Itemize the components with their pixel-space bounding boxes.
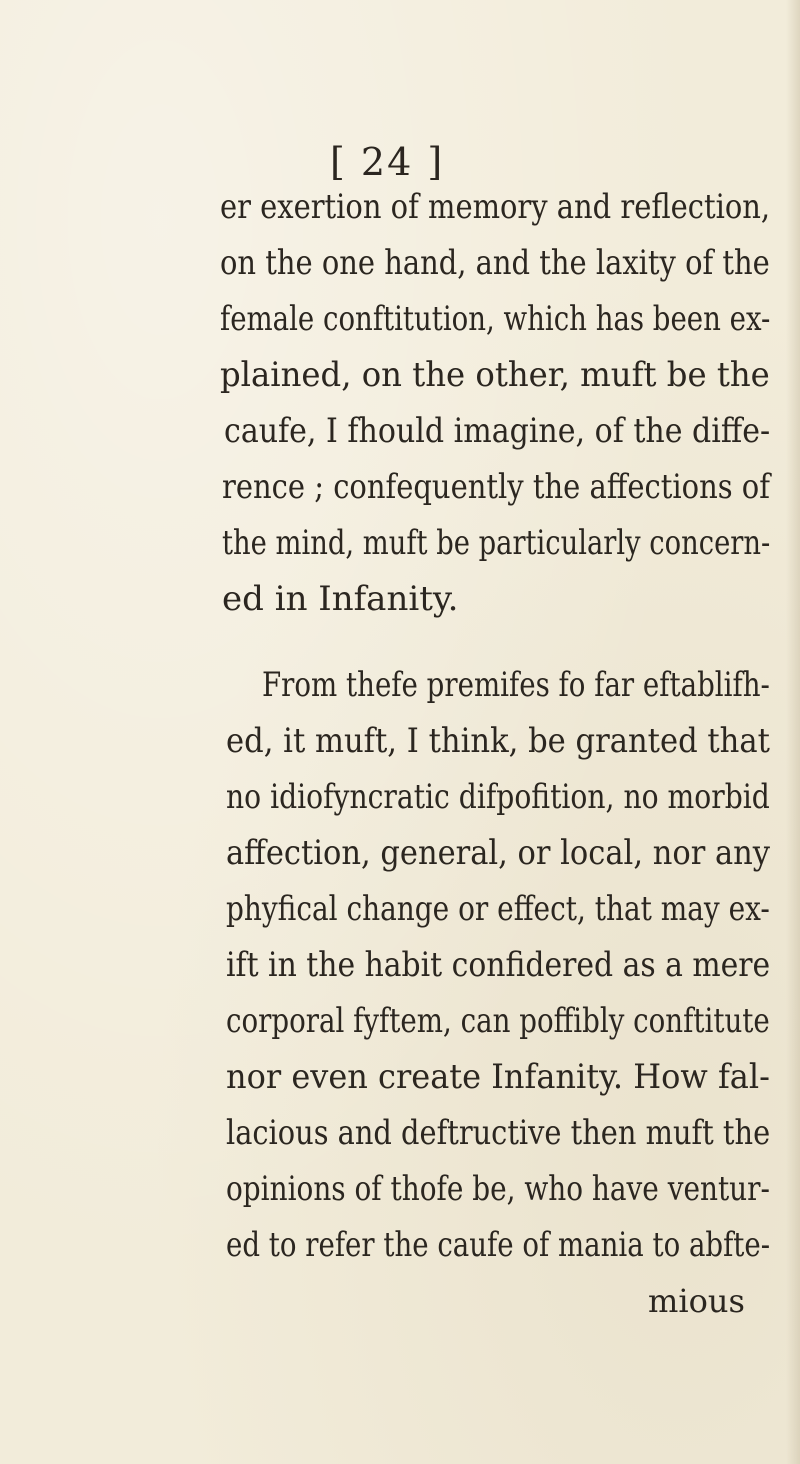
page-number-header: [ 24 ]	[330, 140, 445, 184]
text-line: From thefe premifes fo far eftablifh-	[262, 665, 770, 705]
text-line: lacious and deftructive then muft the	[226, 1113, 771, 1153]
text-line: ed in Infanity.	[222, 579, 459, 619]
text-line: affection, general, or local, nor any	[226, 833, 771, 873]
text-line: the mind, muft be particularly concern-	[222, 523, 771, 563]
text-line: no idiofyncratic difpofition, no morbid	[226, 777, 770, 817]
catchword: mious	[648, 1282, 745, 1320]
text-line: phyfical change or effect, that may ex-	[226, 889, 770, 929]
text-line: er exertion of memory and reflection,	[220, 187, 771, 227]
text-line: rence ; confequently the affections of	[222, 467, 770, 507]
text-line: ed to refer the caufe of mania to abfte-	[226, 1225, 771, 1265]
text-line: corporal fyftem, can poffibly conftitute	[226, 1001, 770, 1041]
text-line: ift in the habit confidered as a mere	[226, 945, 771, 985]
text-line: plained, on the other, muft be the	[220, 355, 770, 395]
text-line: caufe, I fhould imagine, of the diffe-	[224, 411, 771, 451]
text-line: nor even create Infanity. How fal-	[226, 1057, 770, 1097]
text-line: ed, it muft, I think, be granted that	[226, 721, 770, 761]
text-line: opinions of thofe be, who have ventur-	[226, 1169, 770, 1209]
text-line: on the one hand, and the laxity of the	[220, 243, 770, 283]
text-line: female conftitution, which has been ex-	[220, 299, 771, 339]
